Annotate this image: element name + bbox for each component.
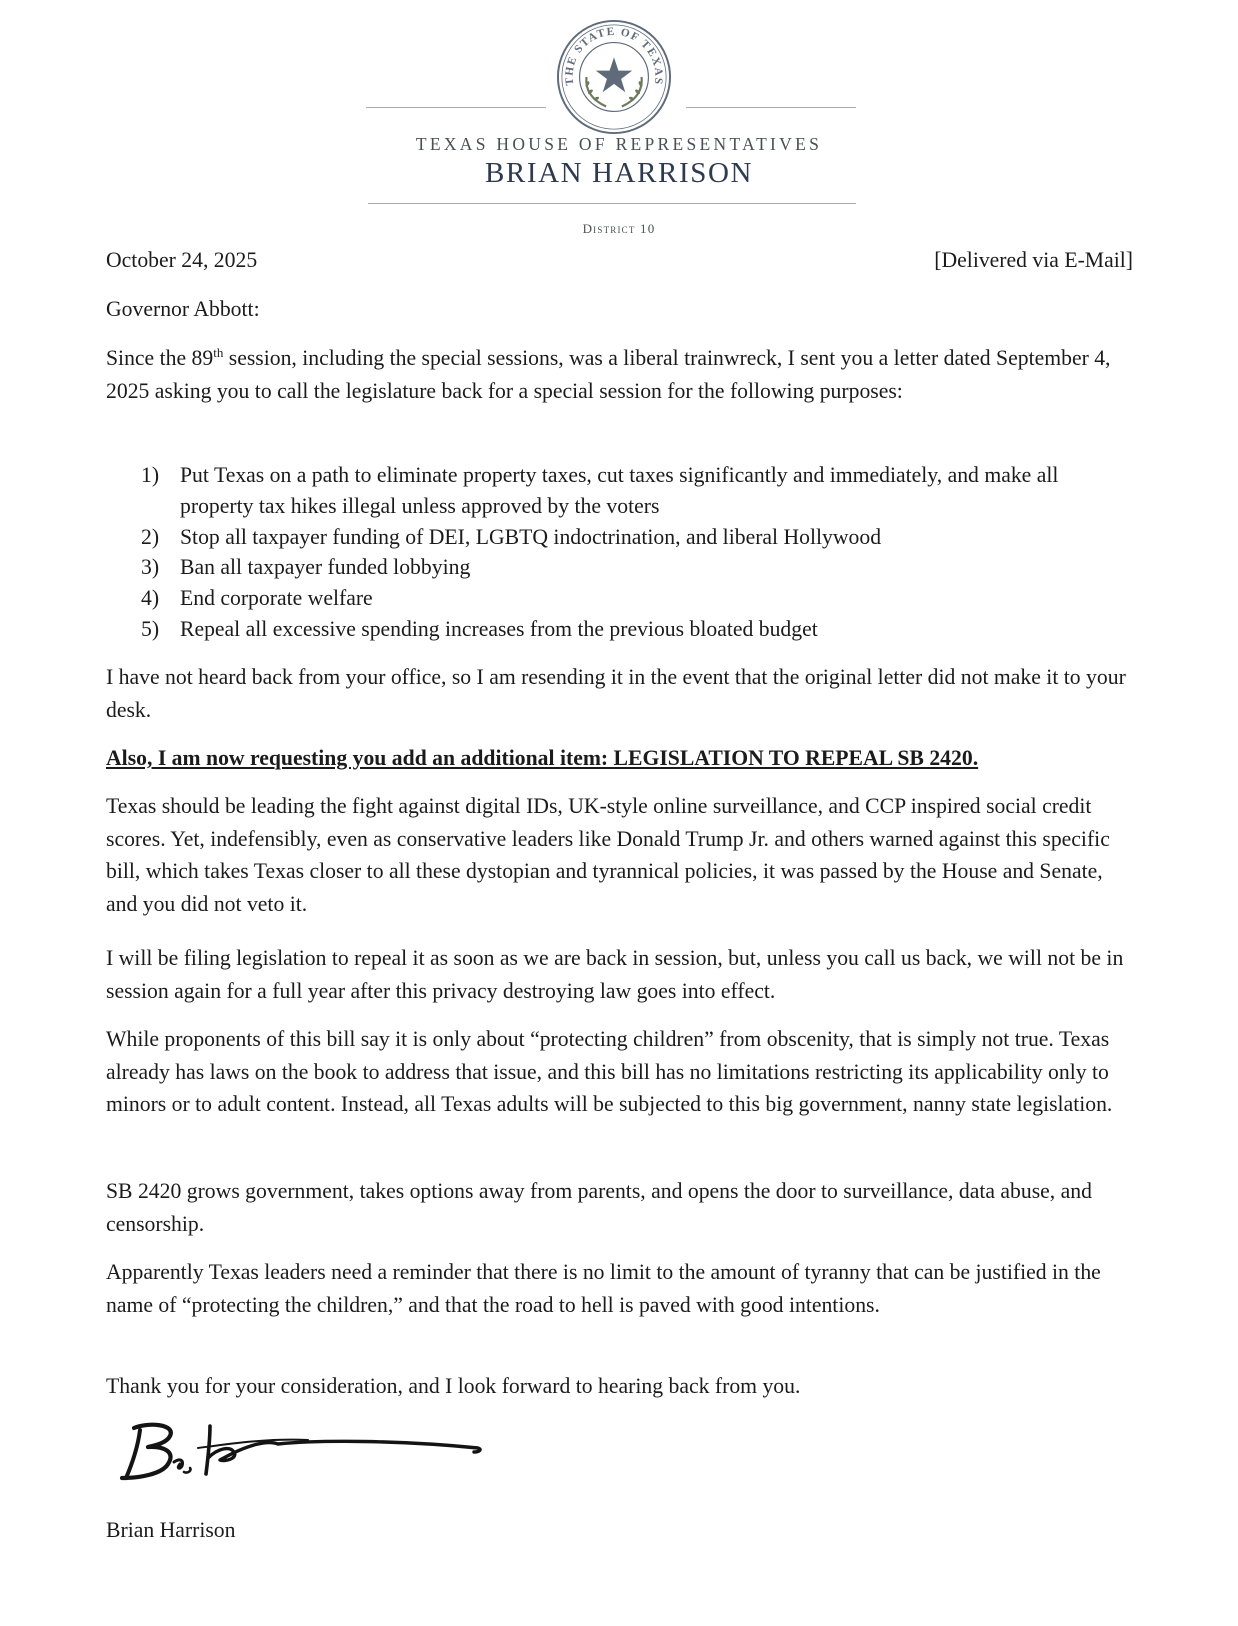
texas-seal-logo (555, 18, 673, 136)
letterhead-rule-bottom (368, 203, 856, 204)
paragraph-proponents: While proponents of this bill say it is only about “protecting children” from obscenity, that is simply not true. Texas already has laws on the book to address that issue, and this bill has no limitations restricting its applicability only to minors or to adult content. Instead, all Texas adults will be subjected to this big government, nanny state legislation. (106, 1027, 1113, 1116)
letterhead-name: BRIAN HARRISON (484, 157, 754, 189)
paragraph-sb2420: SB 2420 grows government, takes options away from parents, and opens the door to surveillance, data abuse, and censorship. (106, 1179, 1092, 1236)
paragraph-filing: I will be filing legislation to repeal it as soon as we are back in session, but, unless you call us back, we will not be in session again for a full year after this privacy destroying law goes into effect. (106, 946, 1124, 1003)
paragraph-reminder: Apparently Texas leaders need a reminder that there is no limit to the amount of tyranny that can be justified in the name of “protecting the children,” and that the road to hell is paved with good intentions. (106, 1260, 1101, 1317)
salutation: Governor Abbott: (106, 297, 260, 321)
list-item: 4) End corporate welfare (141, 586, 373, 611)
purposes-list (141, 460, 1131, 645)
intro-paragraph: Since the 89th session, including the special sessions, was a liberal trainwreck, I sent you a letter dated September 4, 2025 asking you to call the legislature back for a special session for the following purposes: (106, 344, 1111, 403)
paragraph-request-heading: Also, I am now requesting you add an additional item: LEGISLATION TO REPEAL SB 2420. (106, 746, 979, 770)
delivery-note: [Delivered via E-Mail] (934, 248, 1133, 272)
letterhead-house: TEXAS HOUSE OF REPRESENTATIVES (415, 134, 823, 154)
paragraph-closing: Thank you for your consideration, and I look forward to hearing back from you. (106, 1374, 801, 1398)
list-item: 5) Repeal all excessive spending increases from the previous bloated budget (141, 616, 818, 641)
list-item: 1) Put Texas on a path to eliminate property taxes, cut taxes significantly and immediately, and make all property tax hikes illegal unless approved by the voters (141, 463, 1059, 518)
letterhead-rule-right (686, 107, 856, 108)
paragraph-resend: I have not heard back from your office, so I am resending it in the event that the original letter did not make it to your desk. (106, 665, 1126, 722)
list-item: 3) Ban all taxpayer funded lobbying (141, 555, 471, 580)
list-item: 2) Stop all taxpayer funding of DEI, LGBTQ indoctrination, and liberal Hollywood (141, 524, 882, 549)
signatory-name: Brian Harrison (106, 1518, 236, 1542)
letterhead-district: District 10 (582, 221, 656, 236)
svg-text:THE STATE OF TEXAS: THE STATE OF TEXAS (563, 25, 665, 87)
paragraph-digital-ids: Texas should be leading the fight against digital IDs, UK-style online surveillance, and CCP inspired social credit scores. Yet, indefensibly, even as conservative leaders like Donald Trump Jr. and others warned against this specific bill, which takes Texas closer to all these dystopian and tyrannical policies, it was passed by the House and Senate, and you did not veto it. (106, 794, 1110, 916)
letterhead-rule-left (366, 107, 546, 108)
handwritten-signature (118, 1418, 498, 1488)
letter-date: October 24, 2025 (106, 248, 258, 272)
